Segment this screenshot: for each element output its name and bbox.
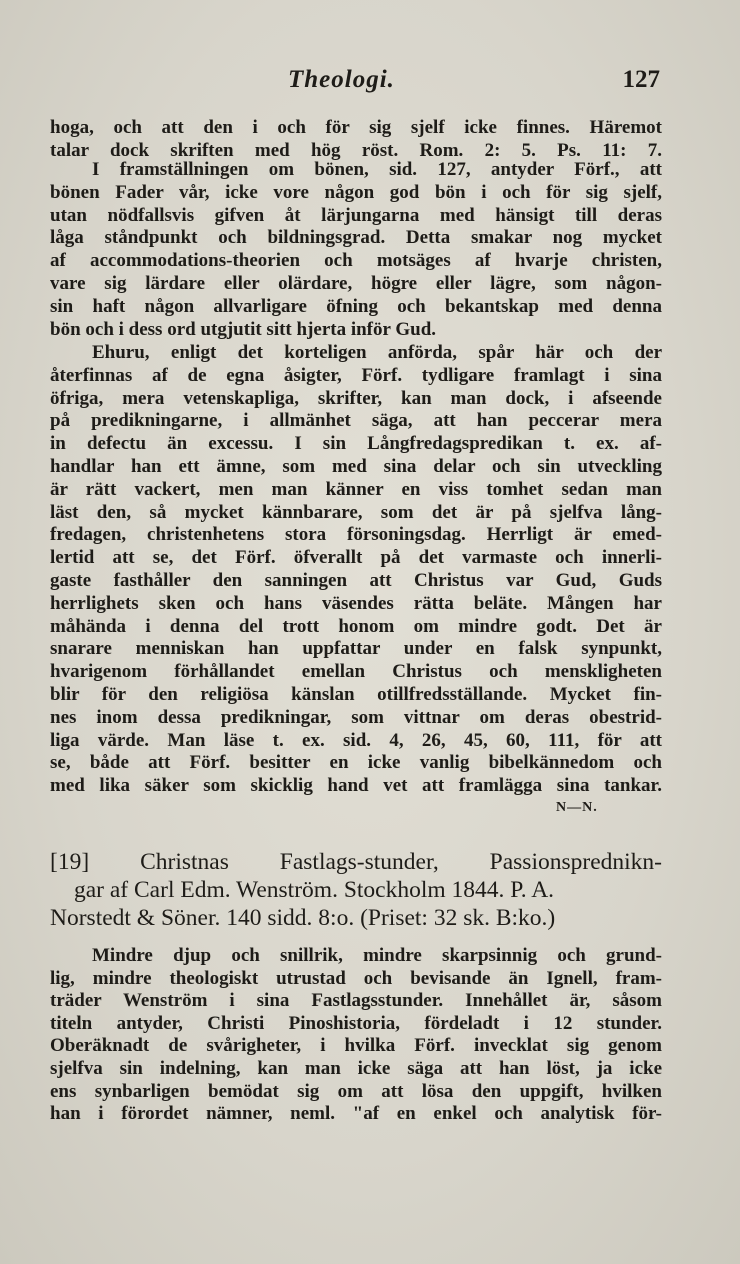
text-line: Ehuru, enligt det korteligen anförda, spår här och der xyxy=(92,342,662,363)
text-line: hoga, och att den i och för sig sjelf icke finnes. Häremot xyxy=(50,117,662,138)
text-line: öfriga, mera vetenskapliga, skrifter, kan man dock, i afseende xyxy=(50,387,662,409)
page-number: 127 xyxy=(622,66,660,93)
page-header xyxy=(0,66,740,102)
text-line: gaste fasthåller den sanningen att Christus var Gud, Guds xyxy=(50,569,662,591)
text-line: Mindre djup och snillrik, mindre skarpsinnig och grund- xyxy=(92,945,662,966)
text-line: handlar han ett ämne, som med sina delar och sin utveckling xyxy=(50,455,662,477)
text-line: bönen Fader vår, icke vore någon god bön i och för sig sjelf, xyxy=(50,181,662,203)
paragraph-sermons xyxy=(50,342,662,798)
text-line: vare sig lärdare eller olärdare, högre eller lägre, som någon- xyxy=(50,272,662,294)
text-line: bön och i dess ord utgjutit sitt hjerta inför Gud. xyxy=(50,318,437,340)
paragraph-continuation xyxy=(50,117,662,163)
text-line: lertid att se, det Förf. öfverallt på det varmaste och innerli- xyxy=(50,547,662,569)
text-line: på predikningarne, i allmänhet säga, att han peccerar mera xyxy=(50,410,662,432)
text-line: läst den, så mycket kännbarare, som det är på sjelfva lång- xyxy=(50,501,662,523)
text-line: måhända i denna del trott honom om mindre godt. Det är xyxy=(50,615,662,637)
review-heading xyxy=(50,848,662,932)
text-line: träder Wenström i sina Fastlagsstunder. Innehållet är, såsom xyxy=(50,990,662,1012)
text-line: in defectu än excessu. I sin Långfredagspredikan t. ex. af- xyxy=(50,433,662,455)
text-line: nes inom dessa predikningar, som vittnar om deras obestrid- xyxy=(50,706,662,728)
text-line: ens synbarligen bemödat sig om att lösa den uppgift, hvilken xyxy=(50,1080,662,1102)
text-line: talar dock skriften med hög röst. Rom. 2: 5. Ps. 11: 7. xyxy=(50,139,662,161)
text-line: se, både att Förf. besitter en icke vanlig bibelkännedom och xyxy=(50,752,662,774)
text-line: han i förordet nämner, neml. "af en enkel och analytisk för- xyxy=(50,1103,662,1125)
paragraph-prayer xyxy=(50,159,662,341)
text-line: snarare menniskan han uppfattar under en falsk synpunkt, xyxy=(50,638,662,660)
text-line: herrlighets sken och hans väsendes rätta beläte. Mången har xyxy=(50,592,662,614)
review-body xyxy=(50,945,662,1126)
signature: N—N. xyxy=(556,800,598,815)
text-line: med lika säker som skicklig hand vet att framlägga sina tankar. xyxy=(50,775,662,797)
text-line: titeln antyder, Christi Pinoshistoria, fördeladt i 12 stunder. xyxy=(50,1012,662,1034)
running-title: Theologi. xyxy=(288,66,395,93)
heading-line: Norstedt & Söner. 140 sidd. 8:o. (Priset: 32 sk. B:ko.) xyxy=(50,905,556,931)
text-line: låga ståndpunkt och bildningsgrad. Detta smakar nog mycket xyxy=(50,227,662,249)
text-line: sin haft någon allvarligare öfning och bekantskap med denna xyxy=(50,295,662,317)
text-line: lig, mindre theologiskt utrustad och bevisande än Ignell, fram- xyxy=(50,967,662,989)
text-line: återfinnas af de egna åsigter, Förf. tydligare framlagt i sina xyxy=(50,364,662,386)
text-line: af accommodations-theorien och motsäges af hvarje christen, xyxy=(50,250,662,272)
text-line: utan nödfallsvis gifven åt lärjungarna med hänsigt till deras xyxy=(50,204,662,226)
text-line: hvarigenom förhållandet emellan Christus och menskligheten xyxy=(50,661,662,683)
text-line: liga värde. Man läse t. ex. sid. 4, 26, 45, 60, 111, för att xyxy=(50,729,662,751)
text-line: fredagen, christenhetens stora försoningsdag. Herrligt är emed- xyxy=(50,524,662,546)
text-line: är rätt vackert, men man känner en viss tomhet sedan man xyxy=(50,478,662,500)
heading-line: [19] Christnas Fastlags-stunder, Passionsprednikn- xyxy=(50,849,662,875)
heading-line: gar af Carl Edm. Wenström. Stockholm 1844. P. A. xyxy=(74,877,555,903)
text-line: Oberäknadt de svårigheter, i hvilka Förf. invecklat sig genom xyxy=(50,1035,662,1057)
text-line: sjelfva sin indelning, kan man icke säga att han löst, ja icke xyxy=(50,1057,662,1079)
text-line: I framställningen om bönen, sid. 127, antyder Förf., att xyxy=(92,159,662,180)
text-line: blir för den religiösa känslan otillfredsställande. Mycket fin- xyxy=(50,683,662,705)
